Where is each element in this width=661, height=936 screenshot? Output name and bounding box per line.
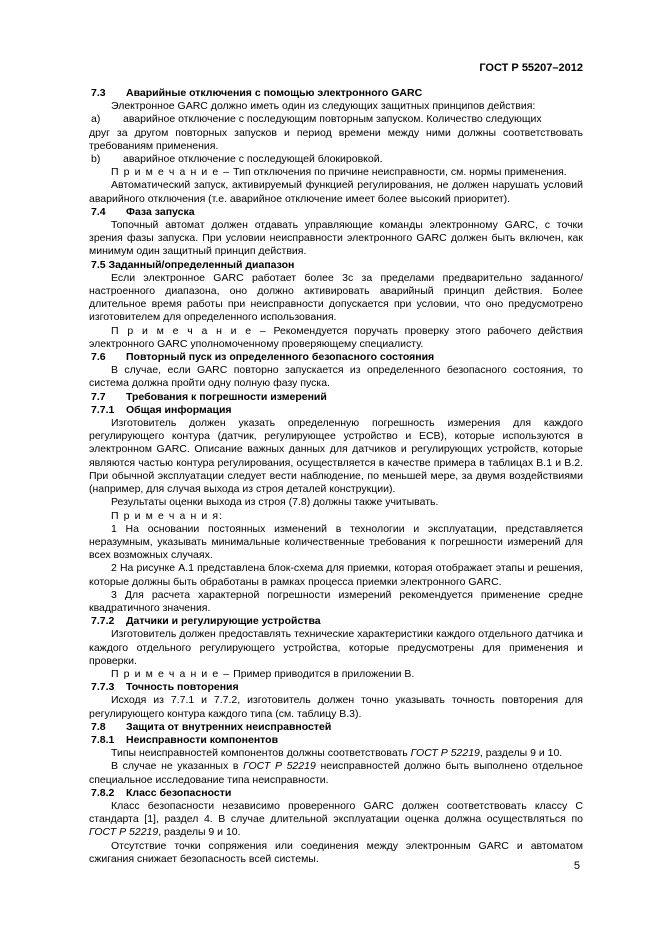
section-7-7-heading: 7.7 Требования к погрешности измерений	[91, 390, 327, 403]
section-7-5-heading: 7.5 Заданный/определенный диапазон	[91, 258, 295, 271]
section-7-7-2-heading: 7.7.2 Датчики и регулирующие устройства	[91, 615, 321, 628]
standard-reference: ГОСТ Р 52219	[243, 760, 316, 773]
list-item-a-continuation: друг за другом повторных запусков и период времени между ними должны соответствовать требованиям применения.	[89, 126, 583, 152]
page-number: 5	[573, 860, 580, 872]
section-7-7-3-heading: 7.7.3 Точность повторения	[91, 681, 239, 694]
paragraph: Результаты оценки выхода из строя (7.8) должны также учитывать.	[111, 496, 439, 509]
section-7-3-heading: 7.3 Аварийные отключения с помощью электронного GARC	[91, 87, 423, 99]
standard-reference: ГОСТ Р 52219	[410, 747, 480, 760]
note-3: 3 Для расчета характерной погрешности измерений рекомендуется применение средне квадратичного значения.	[89, 588, 583, 614]
paragraph: Автоматический запуск, активируемый функцией регулирования, не должен нарушать условий аварийного отключения (т.е. аварийное отключение имеет более высокий приоритет).	[89, 179, 583, 205]
note-1: 1 На основании постоянных изменений в технологии и эксплуатации, представляется неразумным, указывать минимальные количественные требования к погрешности измерений для всех возможных случаях.	[89, 522, 583, 562]
paragraph: В случае не указанных в ГОСТ Р 52219 неисправностей должно быть выполнено отдельное специальное исследование типа неисправности.	[89, 760, 583, 786]
note: П р и м е ч а н и е – Рекомендуется поручать проверку этого рабочего действия электронного GARC уполномоченному проверяющему специалисту.	[89, 324, 583, 350]
section-7-6-heading: 7.6 Повторный пуск из определенного безопасного состояния	[91, 351, 435, 364]
paragraph: Исходя из 7.7.1 и 7.7.2, изготовитель должен точно указывать точность повторения для регулирующего контура каждого типа (см. таблицу В.3).	[89, 694, 583, 720]
paragraph: Если электронное GARC работает более 3с за пределами предварительно заданного/настроенного диапазона, оно должно активировать аварийный принцип действия. Более длительное время работы при неисправности допускается при условии, что оно предусмотрено изготовителем для определенного использования.	[89, 271, 583, 324]
paragraph: Отсутствие точки сопряжения или соединения между электронным GARC и автоматом сжигания снижает безопасность всей системы.	[89, 839, 583, 865]
paragraph: Топочный автомат должен отдавать управляющие команды электронному GARC, с точки зрения фазы запуска. При условии неисправности электронного GARC должен быть включен, как минимум один защитный принцип действия.	[89, 219, 583, 258]
notes-label: П р и м е ч а н и я:	[111, 509, 224, 522]
paragraph: Электронное GARC должно иметь один из следующих защитных принципов действия:	[111, 100, 536, 113]
note: П р и м е ч а н и е – Пример приводится в приложении В.	[111, 667, 415, 680]
standard-reference: ГОСТ Р 52219	[89, 826, 159, 839]
note-2: 2 На рисунке А.1 представлена блок-схема для приемки, которая отображает этапы и решения, которые должны быть обработаны в рамках процесса приемки электронного GARC.	[89, 562, 583, 588]
section-7-8-1-heading: 7.8.1 Неисправности компонентов	[91, 733, 279, 746]
note: П р и м е ч а н и е – Тип отключения по причине неисправности, см. нормы применения.	[111, 166, 567, 179]
paragraph: В случае, если GARC повторно запускается из определенного безопасного состояния, то система должна пройти одну полную фазу пуска.	[89, 364, 583, 390]
section-7-8-2-heading: 7.8.2 Класс безопасности	[91, 786, 232, 799]
section-7-7-1-heading: 7.7.1 Общая информация	[91, 403, 232, 416]
section-7-4-heading: 7.4 Фаза запуска	[91, 205, 195, 218]
paragraph: Класс безопасности независимо проверенного GARC должен соответствовать классу С стандарта [1], раздел 4. В случае длительной эксплуатации оценка должна осуществляться по ГОСТ Р 52219, разделы 9 и 10.	[89, 799, 583, 839]
paragraph: Типы неисправностей компонентов должны соответствовать ГОСТ Р 52219, разделы 9 и 10.	[111, 747, 563, 760]
list-item-a: a) аварийное отключение с последующим повторным запуском. Количество следующих	[91, 113, 542, 126]
page-content	[89, 87, 583, 866]
section-7-8-heading: 7.8 Защита от внутренних неисправностей	[91, 720, 332, 733]
document-code: ГОСТ Р 55207–2012	[479, 62, 583, 74]
list-item-b: b) аварийное отключение с последующей блокировкой.	[91, 153, 383, 166]
paragraph: Изготовитель должен указать определенную погрешность измерения для каждого регулирующего контура (датчик, регулирующее устройство и ECB), которые используются в электронном GARC. Описание важных данных для датчиков и регулирующих устройств, которые являются частью контура регулирования, осуществляется в качестве примера в таблицах В.1 и В.2. При обычной эксплуатации следует вести наблюдение, по меньшей мере, за двумя воздействиями (например, для случая выхода из строя деталей конструкции).	[89, 417, 583, 496]
paragraph: Изготовитель должен предоставлять технические характеристики каждого отдельного датчика и каждого отдельного регулирующего устройства, которые предусмотрены для применения и проверки.	[89, 628, 583, 667]
